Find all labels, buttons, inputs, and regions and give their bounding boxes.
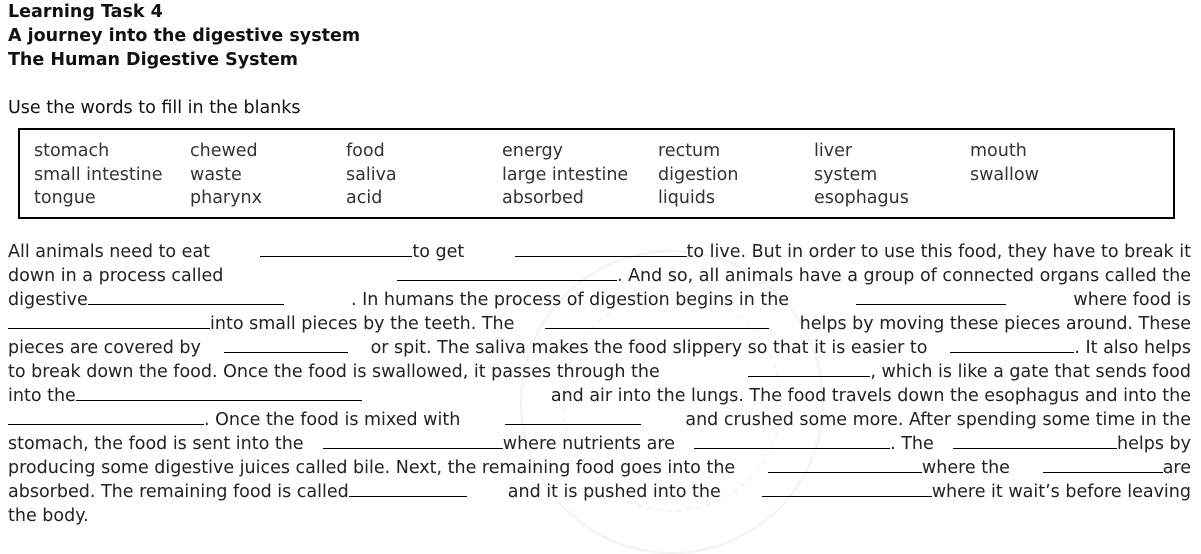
answer-blank[interactable] — [950, 336, 1074, 353]
page-title: A journey into the digestive system — [8, 26, 361, 46]
passage-text: . Once the food is mixed with — [204, 410, 461, 430]
passage-text: into the — [8, 386, 76, 406]
word-bank-item: absorbed — [502, 188, 584, 208]
passage-text: producing some digestive juices called bile. Next, the remaining food goes into the — [8, 458, 736, 478]
word-bank-column — [970, 140, 1039, 187]
passage-text: , which is like a gate that sends food — [870, 362, 1191, 382]
word-bank-column — [190, 140, 262, 211]
word-bank-column — [814, 140, 909, 211]
passage-line — [8, 312, 1191, 336]
word-bank-box — [18, 128, 1175, 219]
passage-line — [8, 336, 1191, 360]
passage-line — [8, 384, 1191, 408]
passage-line — [8, 360, 1191, 384]
word-bank-item: waste — [190, 164, 242, 185]
passage-line — [8, 432, 1191, 456]
word-bank-item: energy — [502, 141, 563, 161]
answer-blank[interactable] — [76, 384, 362, 401]
answer-blank[interactable] — [953, 432, 1117, 449]
passage-text: to get — [412, 242, 465, 262]
word-bank-item: mouth — [970, 141, 1027, 161]
passage-text: helps by moving these pieces around. These — [799, 314, 1191, 334]
answer-blank[interactable] — [8, 408, 204, 425]
passage-text: digestive — [8, 290, 88, 310]
word-bank-item: acid — [346, 188, 383, 208]
passage-text: . In humans the process of digestion begins in the — [350, 290, 790, 310]
answer-blank[interactable] — [349, 480, 467, 497]
word-bank-column — [34, 140, 162, 211]
passage-text: helps by — [1117, 434, 1191, 454]
word-bank-item: swallow — [970, 164, 1039, 185]
passage-text: to break down the food. Once the food is swallowed, it passes through the — [8, 362, 660, 382]
answer-blank[interactable] — [1043, 456, 1163, 473]
instruction-text: Use the words to fill in the blanks — [8, 98, 301, 118]
passage-text: into small pieces by the teeth. The — [210, 314, 515, 334]
passage-text: where nutrients are — [502, 434, 675, 454]
passage-text: All animals need to eat — [8, 242, 211, 262]
answer-blank[interactable] — [8, 312, 210, 329]
word-bank-item: system — [814, 164, 878, 185]
answer-blank[interactable] — [545, 312, 769, 329]
word-bank-item: chewed — [190, 141, 258, 161]
answer-blank[interactable] — [88, 288, 284, 305]
passage-text: to live. But in order to use this food, they have to break it — [686, 242, 1191, 262]
passage-text: are — [1162, 458, 1191, 478]
answer-blank[interactable] — [762, 480, 932, 497]
word-bank-item: tongue — [34, 188, 96, 208]
section-subtitle: The Human Digestive System — [8, 50, 299, 70]
word-bank-column — [502, 140, 628, 211]
passage-text: the body. — [8, 506, 89, 526]
answer-blank[interactable] — [505, 408, 641, 425]
answer-blank[interactable] — [768, 456, 922, 473]
answer-blank[interactable] — [694, 432, 890, 449]
word-bank-item: food — [346, 141, 385, 161]
word-bank-item: liver — [814, 141, 853, 161]
passage-text: and air into the lungs. The food travels down the esophagus and into the — [550, 386, 1191, 406]
word-bank-item: digestion — [658, 164, 739, 185]
answer-blank[interactable] — [397, 264, 617, 281]
passage-line — [8, 408, 1191, 432]
passage-text: absorbed. The remaining food is called — [8, 482, 349, 502]
passage-text: where it wait’s before leaving — [931, 482, 1191, 502]
word-bank-item: rectum — [658, 141, 721, 161]
passage-line — [8, 504, 1191, 528]
passage-text: down in a process called — [8, 266, 224, 286]
word-bank-column — [658, 140, 739, 211]
word-bank-item: small intestine — [34, 164, 163, 185]
word-bank-item: saliva — [346, 164, 397, 185]
word-bank-item: stomach — [34, 141, 110, 161]
answer-blank[interactable] — [323, 432, 503, 449]
passage-line — [8, 264, 1191, 288]
passage-line — [8, 288, 1191, 312]
fill-in-passage — [8, 240, 1191, 528]
answer-blank[interactable] — [515, 240, 687, 257]
answer-blank[interactable] — [748, 360, 870, 377]
passage-line — [8, 456, 1191, 480]
passage-line — [8, 240, 1191, 264]
passage-text: . It also helps — [1074, 338, 1191, 358]
passage-line — [8, 480, 1191, 504]
passage-text: . And so, all animals have a group of connected organs called the — [616, 266, 1191, 286]
passage-text: where food is — [1073, 290, 1191, 310]
word-bank-column — [346, 140, 397, 211]
word-bank-item: large intestine — [502, 164, 629, 185]
answer-blank[interactable] — [856, 288, 1006, 305]
answer-blank[interactable] — [224, 336, 348, 353]
word-bank-item: pharynx — [190, 188, 262, 208]
passage-text: or spit. The saliva makes the food slippery so that it is easier to — [370, 338, 928, 358]
task-label: Learning Task 4 — [8, 2, 163, 22]
passage-text: pieces are covered by — [8, 338, 201, 358]
passage-text: and it is pushed into the — [507, 482, 721, 502]
passage-text: stomach, the food is sent into the — [8, 434, 304, 454]
word-bank-item: esophagus — [814, 188, 909, 208]
passage-text: where the — [921, 458, 1010, 478]
passage-text: and crushed some more. After spending some time in the — [685, 410, 1191, 430]
word-bank-item: liquids — [658, 188, 716, 208]
answer-blank[interactable] — [260, 240, 412, 257]
passage-text: . The — [890, 434, 934, 454]
